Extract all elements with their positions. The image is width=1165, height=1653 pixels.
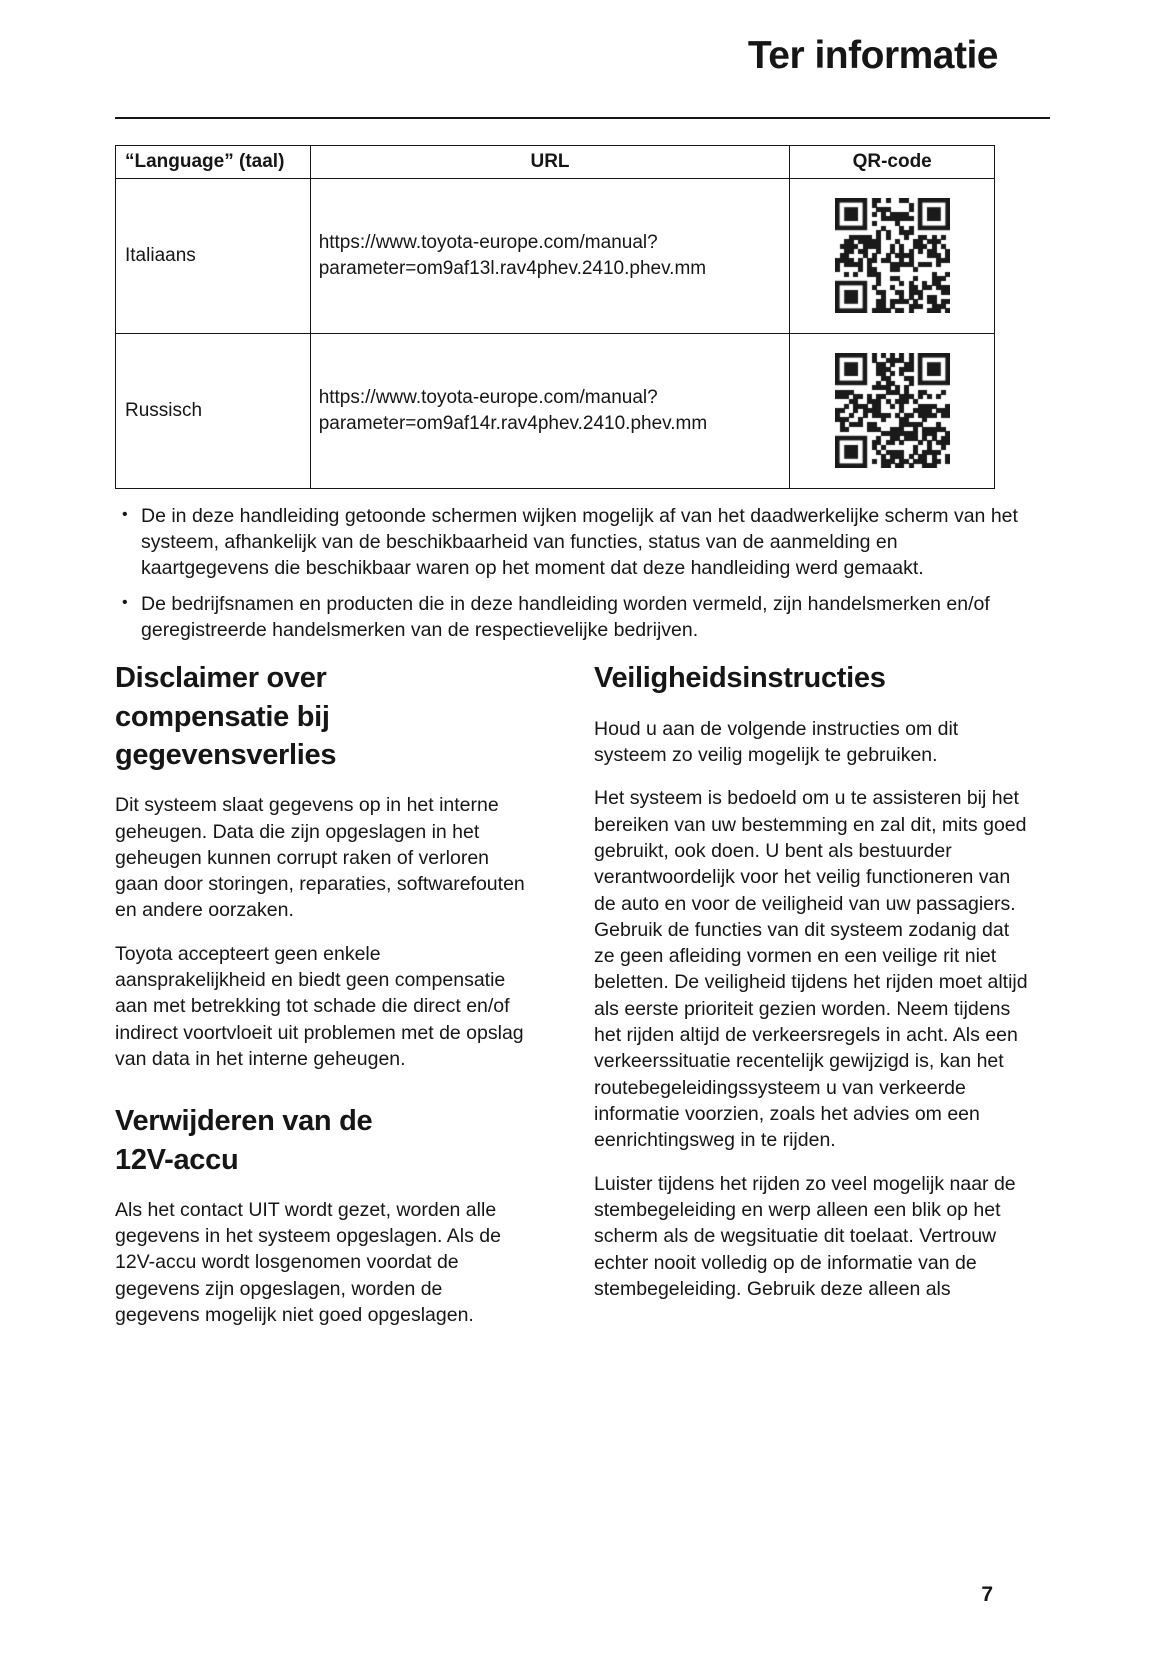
section-heading-veiligheid: Veiligheidsinstructies xyxy=(594,662,886,695)
url-cell xyxy=(310,333,790,488)
note-item: • De bedrijfsnamen en producten die in deze handleiding worden vermeld, zijn handelsmerken en/of geregistreerde handelsmerken van de respectievelijke bedrijven. xyxy=(115,591,1020,644)
body-paragraph: Toyota accepteert geen enkele aansprakelijkheid en biedt geen compensatie aan met betrekking tot schade die direct en/of indirect voortvloeit uit problemen met de opslag van data in het interne geheugen. xyxy=(115,942,524,1071)
body-paragraph: Luister tijdens het rijden zo veel mogelijk naar de stembegeleiding en werp alleen een blik op het scherm als de wegsituatie dit toelaat. Vertrouw echter nooit volledig op de informatie van de stembegeleiding. Gebruik deze alleen als xyxy=(594,1172,1016,1300)
table-header-row xyxy=(116,145,995,178)
url-text-line: https://www.toyota-europe.com/manual? xyxy=(318,387,658,409)
table-header-qr: QR-code xyxy=(790,145,995,178)
title-divider xyxy=(115,117,1050,119)
qr-code-russisch-icon xyxy=(835,353,950,468)
body-paragraph: Het systeem is bedoeld om u te assisteren bij het bereiken van uw bestemming en zal dit, mits goed gebruikt, ook doen. U bent als bestuurder verantwoordelijk voor het veilig functioneren van de auto en voor de veiligheid van uw passagiers. Gebruik de functies van dit systeem zodanig dat ze geen afleiding vormen en een veilige rit niet beletten. De veiligheid tijdens het rijden moet altijd als eerste prioriteit gezien worden. Neem tijdens het rijden altijd de verkeersregels in acht. Als een verkeerssituatie recentelijk gewijzigd is, kan het routebegeleidingssysteem u van verkeerde informatie voorzien, zoals het advies om een eenrichtingsweg in te rijden. xyxy=(594,787,1028,1152)
two-column-layout xyxy=(115,659,1050,1345)
url-text-line: parameter=om9af14r.rav4phev.2410.phev.mm xyxy=(318,412,708,434)
language-cell: Russisch xyxy=(116,333,311,488)
table-row xyxy=(116,178,995,333)
qr-code-italiaans-icon xyxy=(835,198,950,313)
section-heading-disclaimer: Disclaimer over compensatie bij gegevensverlies xyxy=(115,662,337,771)
left-column xyxy=(115,659,527,1345)
body-paragraph: Dit systeem slaat gegevens op in het interne geheugen. Data die zijn opgeslagen in het geheugen kunnen corrupt raken of verloren gaan door storingen, reparaties, softwarefouten en andere oorzaken. xyxy=(115,794,525,922)
qr-cell xyxy=(790,178,995,333)
note-item: • De in deze handleiding getoonde schermen wijken mogelijk af van het daadwerkelijke scherm van het systeem, afhankelijk van de beschikbaarheid van functies, status van de aanmelding en kaartgegevens die beschikbaar waren op het moment dat deze handleiding werd gemaakt. xyxy=(115,503,1020,582)
notes-list xyxy=(115,503,1050,644)
url-cell xyxy=(310,178,790,333)
right-column xyxy=(594,659,1034,1345)
table-header-language: “Language” (taal) xyxy=(116,145,311,178)
page-title: Ter informatie xyxy=(747,34,998,77)
table-header-url: URL xyxy=(310,145,790,178)
qr-cell xyxy=(790,333,995,488)
language-cell: Italiaans xyxy=(116,178,311,333)
table-row xyxy=(116,333,995,488)
section-heading-12v-accu: Verwijderen van de 12V-accu xyxy=(115,1105,373,1176)
language-url-table xyxy=(115,145,995,489)
url-text-line: parameter=om9af13l.rav4phev.2410.phev.mm xyxy=(318,257,707,279)
body-paragraph: Als het contact UIT wordt gezet, worden alle gegevens in het systeem opgeslagen. Als de 12V-accu wordt losgenomen voordat de gegevens zijn opgeslagen, worden de gegevens mogelijk niet goed opgeslagen. xyxy=(115,1198,501,1327)
body-paragraph: Houd u aan de volgende instructies om dit systeem zo veilig mogelijk te gebruiken. xyxy=(594,717,959,766)
url-text-line: https://www.toyota-europe.com/manual? xyxy=(318,232,658,254)
page-number: 7 xyxy=(981,1583,993,1606)
